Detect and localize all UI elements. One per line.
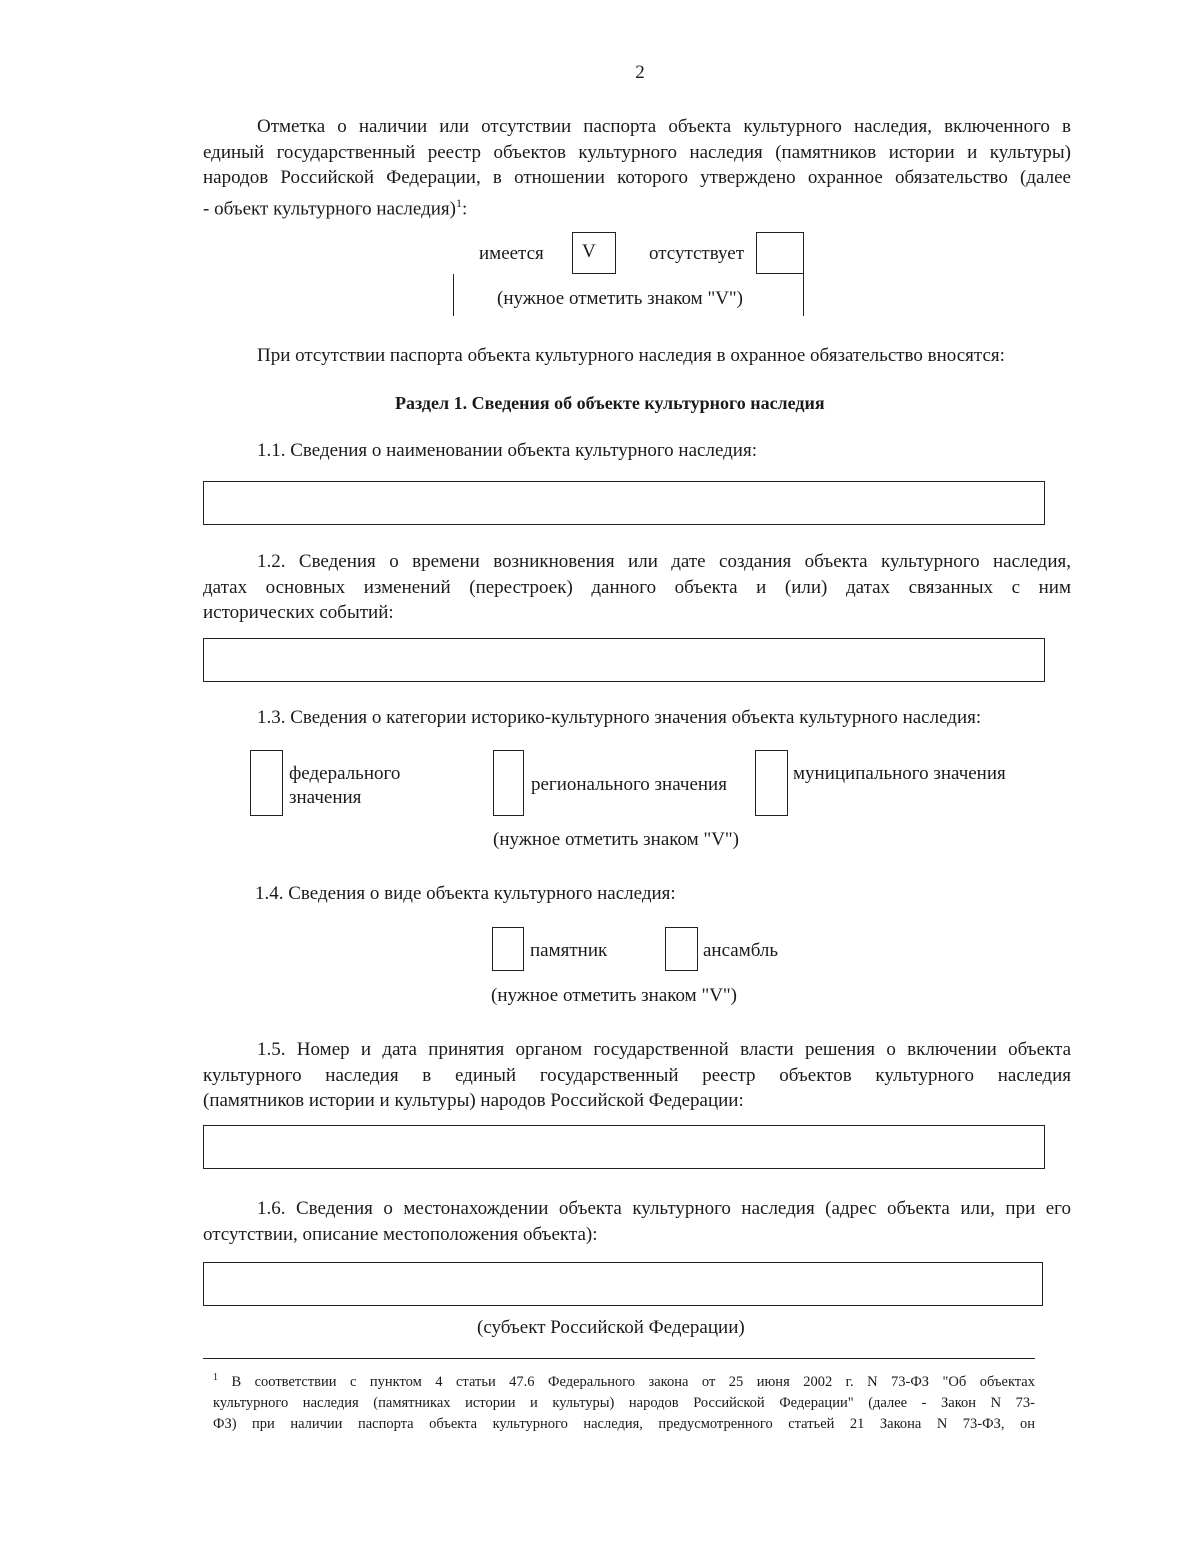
type-monument-checkbox[interactable]: [492, 927, 524, 971]
category-regional-label: регионального значения: [531, 774, 727, 795]
hint-frame-left: [453, 274, 454, 316]
footnote-number: 1: [213, 1372, 218, 1383]
item-1-5-line-3: (памятников истории и культуры) народов Российской Федерации:: [203, 1090, 744, 1111]
category-municipal-checkbox[interactable]: [755, 750, 788, 816]
footnote: [203, 1367, 1035, 1435]
item-1-6-field[interactable]: [203, 1262, 1043, 1306]
item-1-5-line-1: 1.5. Номер и дата принятия органом государственной власти решения о включении объекта: [257, 1039, 1071, 1060]
hint-frame-right: [803, 274, 804, 316]
item-1-3-label: 1.3. Сведения о категории историко-культурного значения объекта культурного наследия:: [257, 707, 982, 728]
category-federal-label: [289, 762, 400, 810]
section-1-title: Раздел 1. Сведения об объекте культурного наследия: [395, 393, 825, 413]
passport-absent-checkbox[interactable]: [756, 232, 804, 274]
intro-tail: :: [462, 197, 468, 219]
footnote-reference[interactable]: 1: [456, 195, 463, 210]
item-1-5-paragraph: [203, 1037, 1071, 1114]
passport-has-checkbox[interactable]: V: [572, 232, 616, 274]
item-1-6-line-2: отсутствии, описание местоположения объекта):: [203, 1223, 598, 1245]
category-federal-label-line-2: значения: [289, 787, 362, 808]
item-1-6-line-1: 1.6. Сведения о местонахождении объекта культурного наследия (адрес объекта или, при его: [257, 1198, 1071, 1219]
item-1-6-caption: (субъект Российской Федерации): [477, 1317, 745, 1338]
footnote-line-3: ФЗ) при наличии паспорта объекта культурного наследия, предусмотренного статьей 21 Закона N 73-ФЗ, он: [213, 1415, 1035, 1432]
intro-paragraph: [203, 114, 1071, 221]
item-1-6-paragraph: [203, 1196, 1071, 1247]
passport-hint: (нужное отметить знаком "V"): [497, 288, 743, 309]
category-municipal-label: муниципального значения: [793, 763, 1006, 784]
item-1-5-field[interactable]: [203, 1125, 1045, 1169]
intro-line-4: [203, 191, 1071, 222]
intro-line-1: Отметка о наличии или отсутствии паспорта объекта культурного наследия, включенного в: [257, 116, 1071, 137]
category-federal-checkbox[interactable]: [250, 750, 283, 816]
passport-absent-label: отсутствует: [649, 243, 745, 264]
item-1-2-line-3: исторических событий:: [203, 602, 394, 623]
category-regional-checkbox[interactable]: [493, 750, 524, 816]
footnote-line-2: культурного наследия (памятниках истории и культуры) народов Российской Федерации" (далее - Закон N 73-: [213, 1394, 1035, 1411]
type-monument-label: памятник: [530, 940, 608, 961]
item-1-3-hint: (нужное отметить знаком "V"): [493, 829, 739, 850]
item-1-1-label: 1.1. Сведения о наименовании объекта культурного наследия:: [257, 440, 757, 461]
item-1-2-line-1: 1.2. Сведения о времени возникновения или дате создания объекта культурного наследия,: [257, 551, 1071, 572]
intro-line-4-text: - объект культурного наследия): [203, 197, 457, 219]
type-ensemble-label: ансамбль: [703, 940, 779, 961]
item-1-1-field[interactable]: [203, 481, 1045, 525]
item-1-2-paragraph: [203, 549, 1071, 626]
item-1-2-field[interactable]: [203, 638, 1045, 682]
item-1-2-line-2: датах основных изменений (перестроек) данного объекта и (или) датах связанных с ним: [203, 576, 1071, 598]
footnote-separator: [203, 1358, 1035, 1359]
category-federal-label-line-1: федерального: [289, 763, 401, 784]
type-ensemble-checkbox[interactable]: [665, 927, 698, 971]
footnote-line-1: [203, 1367, 1035, 1393]
page-number: 2: [635, 62, 645, 83]
passport-has-label: имеется: [479, 243, 544, 264]
item-1-5-line-2: культурного наследия в единый государственный реестр объектов культурного наследия: [203, 1064, 1071, 1086]
intro-line-2: единый государственный реестр объектов культурного наследия (памятников истории и культуры): [203, 141, 1071, 163]
footnote-line-1-text: В соответствии с пунктом 4 статьи 47.6 Федерального закона от 25 июня 2002 г. N 73-ФЗ "Об объектах: [231, 1373, 1035, 1390]
absent-note: При отсутствии паспорта объекта культурного наследия в охранное обязательство вносятся:: [257, 345, 1005, 366]
item-1-4-hint: (нужное отметить знаком "V"): [491, 985, 737, 1006]
item-1-4-label: 1.4. Сведения о виде объекта культурного наследия:: [255, 883, 676, 904]
intro-line-3: народов Российской Федерации, в отношении которого утверждено охранное обязательство (далее: [203, 167, 1071, 188]
